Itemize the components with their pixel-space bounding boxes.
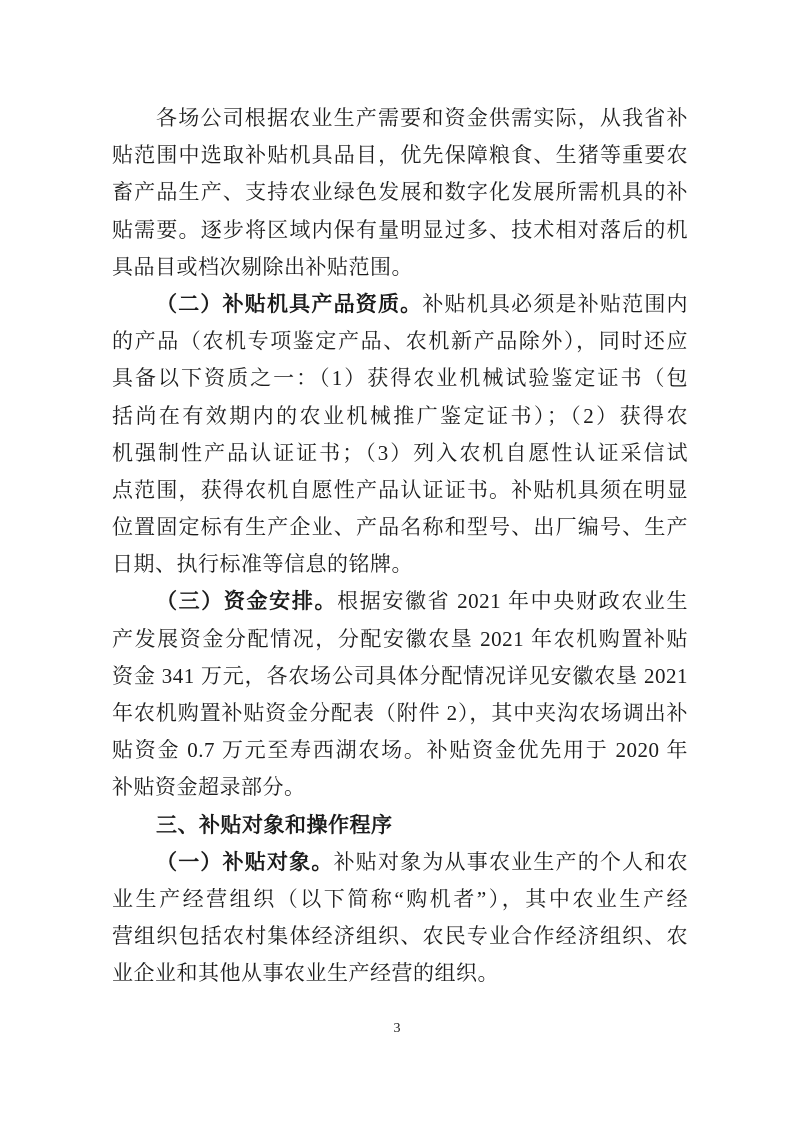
text-run: 补贴机具必须是补贴范围内 xyxy=(422,291,688,316)
text-run: 具品目或档次剔除出补贴范围。 xyxy=(112,254,413,279)
text-run: 畜产品生产、支持农业绿色发展和数字化发展所需机具的补 xyxy=(112,180,688,205)
text-run: 各场公司根据农业生产需要和资金供需实际，从我省补 xyxy=(156,106,688,130)
text-line xyxy=(112,583,688,620)
text-run: 产发展资金分配情况，分配安徽农垦 2021 年农机购置补贴 xyxy=(112,626,688,651)
document-body xyxy=(112,100,688,993)
text-run: 业生产经营组织（以下简称“购机者”），其中农业生产经 xyxy=(112,886,688,911)
text-run: 补贴对象为从事农业生产的个人和农 xyxy=(333,849,688,874)
text-run: 业企业和其他从事农业生产经营的组织。 xyxy=(112,961,499,986)
text-line xyxy=(112,881,688,918)
text-line xyxy=(112,286,688,323)
text-line xyxy=(112,137,688,174)
text-line xyxy=(112,807,688,844)
text-run: 贴范围中选取补贴机具品目，优先保障粮食、生猪等重要农 xyxy=(112,143,688,168)
text-run: 根据安徽省 2021 年中央财政农业生 xyxy=(337,589,688,614)
para-fund-arrangement xyxy=(112,583,688,806)
text-run: 日期、执行标准等信息的铭牌。 xyxy=(112,552,413,577)
text-run-bold: 三、补贴对象和操作程序 xyxy=(156,812,393,837)
text-run: 括尚在有效期内的农业机械推广鉴定证书）；（2）获得农 xyxy=(112,403,688,428)
text-run-bold: （一）补贴对象。 xyxy=(156,849,334,874)
page-number: 3 xyxy=(393,1021,401,1036)
text-line xyxy=(112,360,688,397)
text-line xyxy=(112,918,688,955)
text-line xyxy=(112,695,688,732)
text-run: 机强制性产品认证证书；（3）列入农机自愿性认证采信试 xyxy=(112,440,688,465)
text-run-bold: （二）补贴机具产品资质。 xyxy=(156,291,423,316)
text-run: 位置固定标有生产企业、产品名称和型号、出厂编号、生产 xyxy=(112,515,688,540)
text-line xyxy=(112,769,688,806)
heading-section-3 xyxy=(112,807,688,844)
text-line xyxy=(112,732,688,769)
para-subsidy-targets xyxy=(112,844,688,993)
text-line xyxy=(112,472,688,509)
para-product-qualification xyxy=(112,286,688,584)
text-line xyxy=(112,100,688,137)
text-line xyxy=(112,398,688,435)
text-line xyxy=(112,509,688,546)
text-run: 的产品（农机专项鉴定产品、农机新产品除外），同时还应 xyxy=(112,329,688,354)
text-line xyxy=(112,212,688,249)
text-run: 年农机购置补贴资金分配表（附件 2），其中夹沟农场调出补 xyxy=(112,701,688,725)
text-run: 贴需要。逐步将区域内保有量明显过多、技术相对落后的机 xyxy=(112,217,688,242)
text-line xyxy=(112,844,688,881)
text-line xyxy=(112,323,688,360)
text-run: 补贴资金超录部分。 xyxy=(112,775,306,800)
text-line xyxy=(112,249,688,286)
text-run: 贴资金 0.7 万元至寿西湖农场。补贴资金优先用于 2020 年 xyxy=(112,738,688,763)
text-line xyxy=(112,174,688,211)
text-run: 营组织包括农村集体经济组织、农民专业合作经济组织、农 xyxy=(112,924,688,949)
text-line xyxy=(112,658,688,695)
text-run: 点范围，获得农机自愿性产品认证证书。补贴机具须在明显 xyxy=(112,477,688,502)
text-line xyxy=(112,621,688,658)
para-subsidy-scope xyxy=(112,100,688,286)
text-run: 资金 341 万元，各农场公司具体分配情况详见安徽农垦 2021 xyxy=(112,663,688,688)
text-line xyxy=(112,435,688,472)
text-run: 具备以下资质之一：（1）获得农业机械试验鉴定证书（包 xyxy=(112,366,688,391)
text-line xyxy=(112,546,688,583)
text-run-bold: （三）资金安排。 xyxy=(156,589,338,614)
text-line xyxy=(112,955,688,992)
